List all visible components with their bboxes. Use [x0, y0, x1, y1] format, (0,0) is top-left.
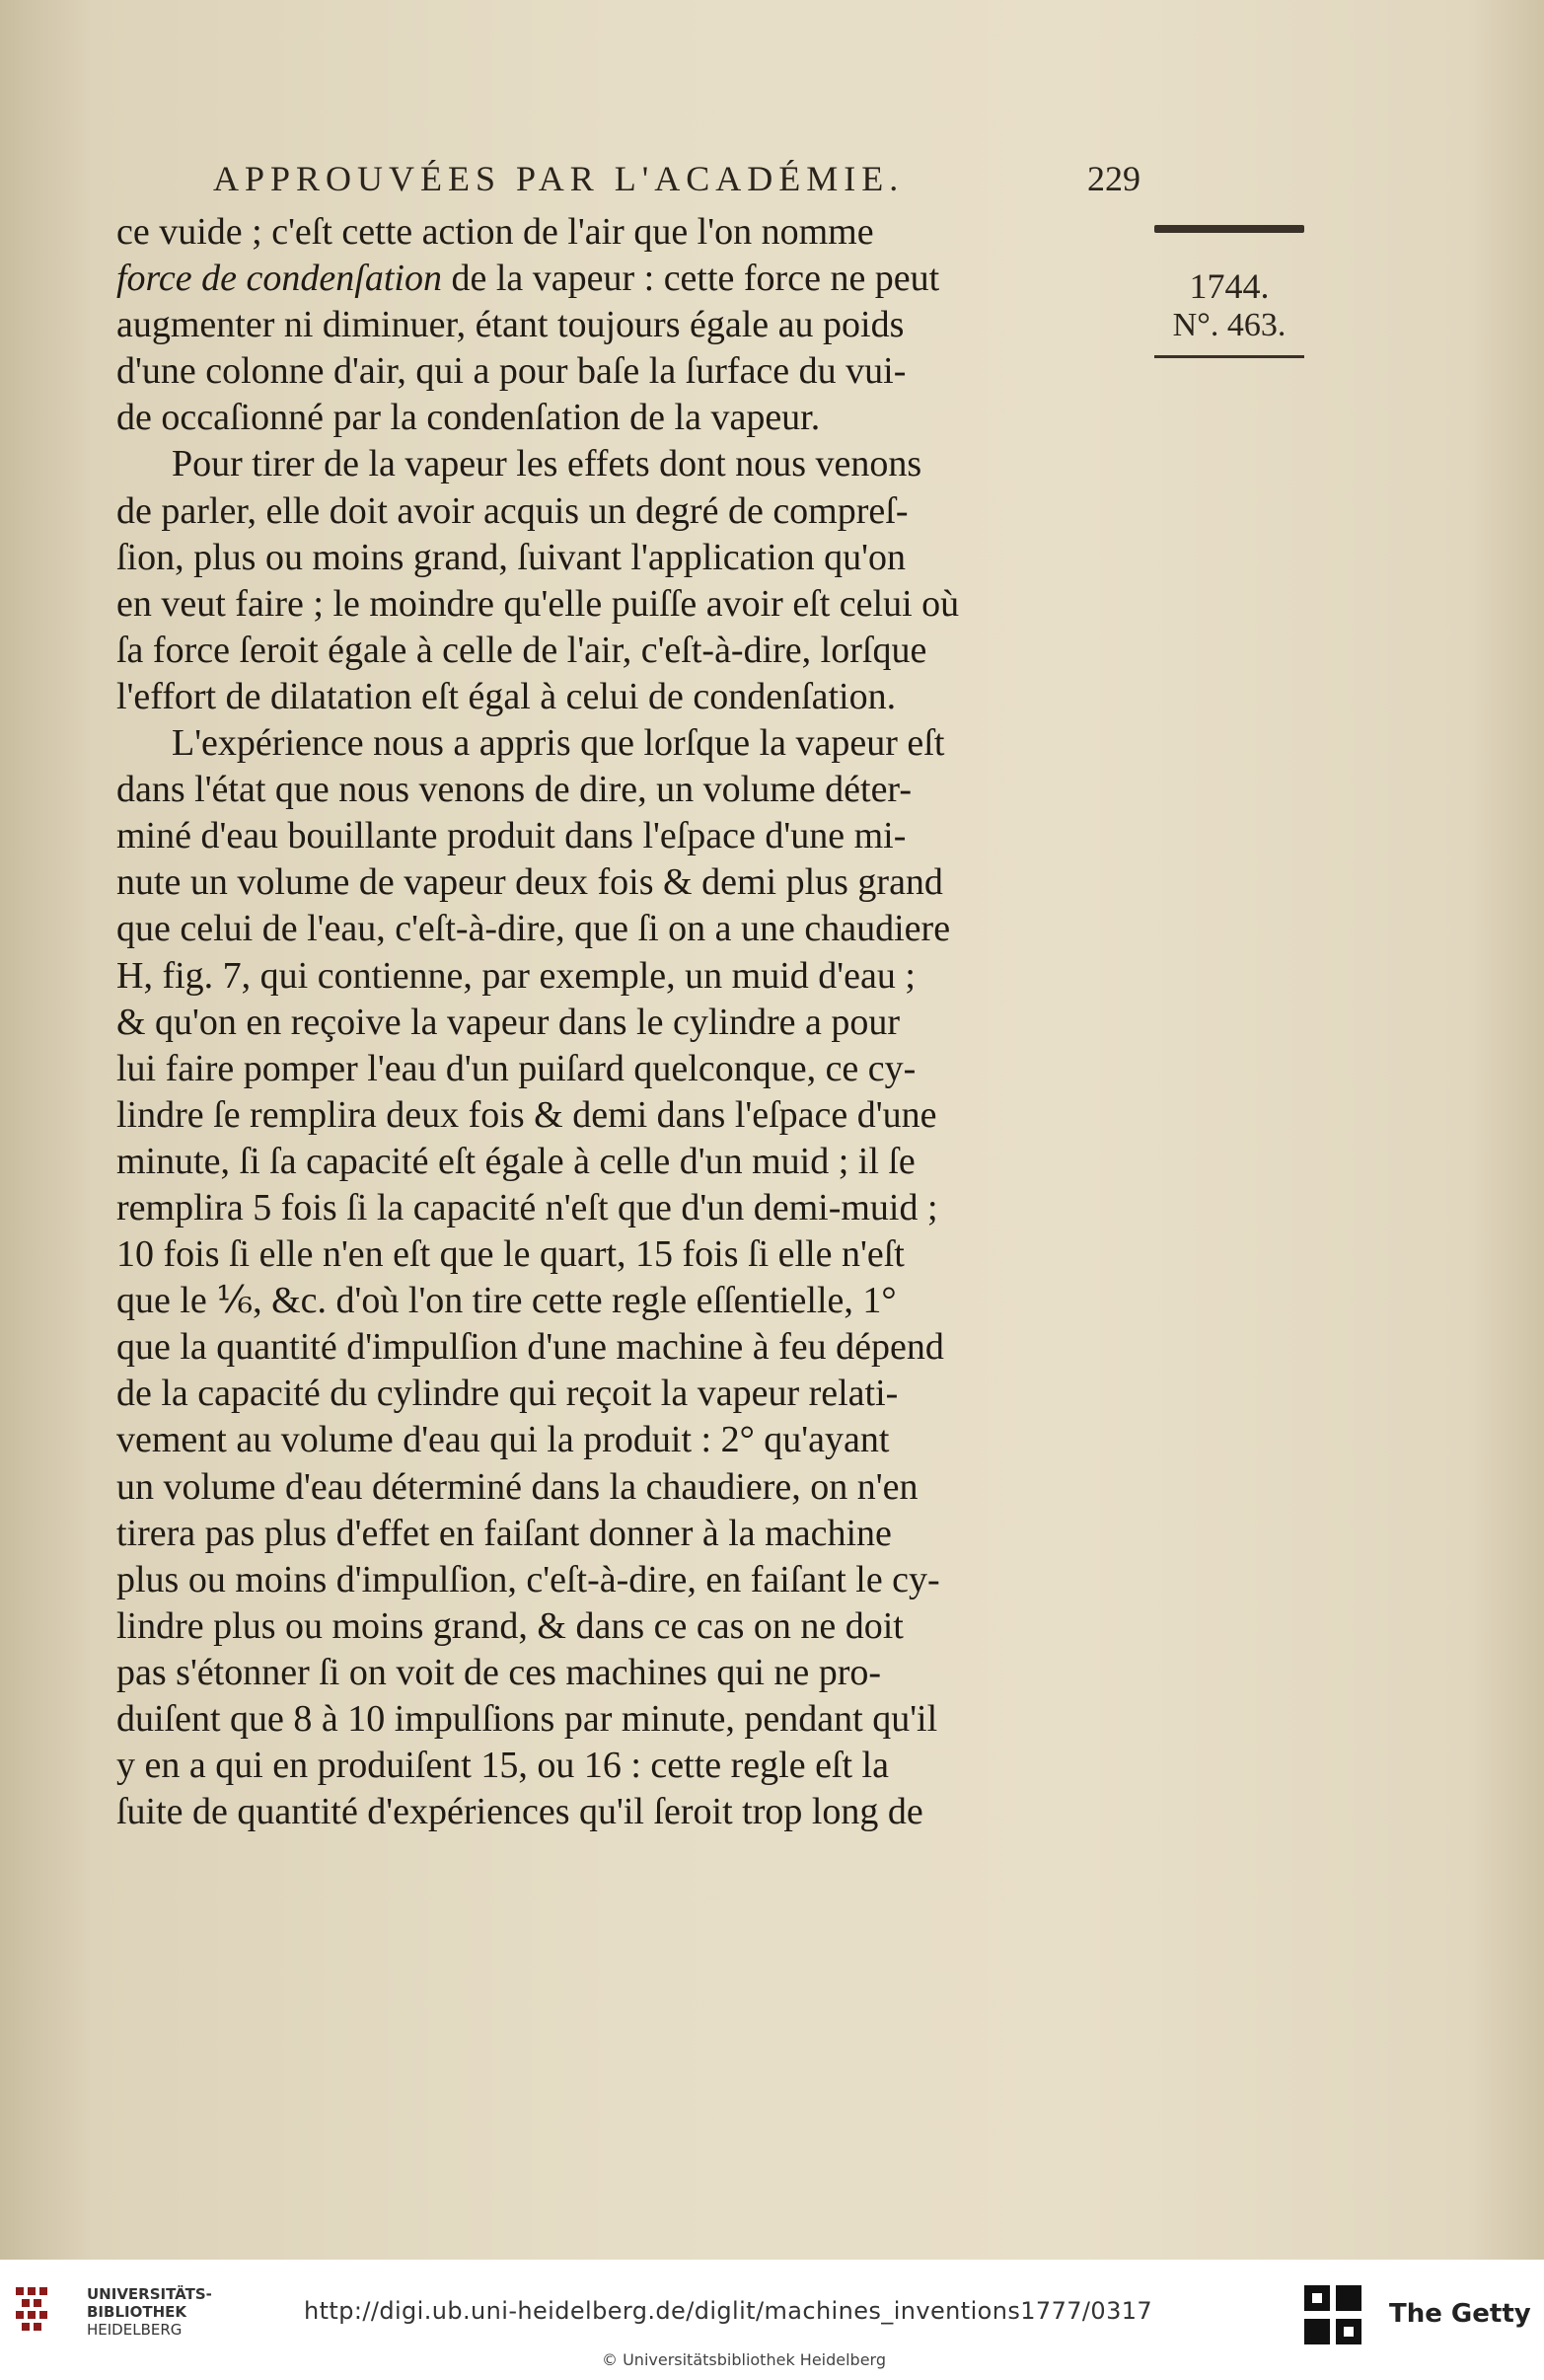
footer-bar [0, 2260, 1544, 2380]
text-line: tirera pas plus d'effet en faiſant donner à la machine [116, 1512, 892, 1554]
text-line: duiſent que 8 à 10 impulſions par minute, pendant qu'il [116, 1698, 938, 1740]
page-number: 229 [1087, 159, 1140, 198]
library-line: BIBLIOTHEK [87, 2303, 186, 2321]
library-line: UNIVERSITÄTS- [87, 2285, 212, 2303]
text-line: lui faire pomper l'eau d'un puiſard quelconque, ce cy- [116, 1047, 917, 1089]
text-line: y en a qui en produiſent 15, ou 16 : cette regle eſt la [116, 1745, 889, 1787]
margin-rule-bottom [1154, 355, 1304, 358]
text-line: miné d'eau bouillante produit dans l'eſpace d'une mi- [116, 815, 907, 857]
text-fragment: de la vapeur : cette force ne peut [441, 258, 940, 300]
library-line: HEIDELBERG [87, 2321, 183, 2339]
margin-number: N°. 463. [1172, 307, 1287, 343]
paragraph-1 [116, 209, 1144, 441]
text-line: d'une colonne d'air, qui a pour baſe la ſurface du vui- [116, 350, 907, 393]
text-line: augmenter ni diminuer, étant toujours égale au poids [116, 304, 905, 346]
body-text [116, 209, 1144, 1835]
text-line: plus ou moins d'impulſion, c'eſt-à-dire, en faiſant le cy- [116, 1558, 940, 1600]
text-line: lindre plus ou moins grand, & dans ce cas on ne doit [116, 1604, 904, 1647]
text-line: de occaſionné par la condenſation de la vapeur. [116, 397, 821, 439]
text-line: L'expérience nous a appris que lorſque la vapeur eſt [172, 722, 945, 765]
library-name [87, 2285, 212, 2339]
text-line: ſion, plus ou moins grand, ſuivant l'application qu'on [116, 536, 907, 578]
text-line: remplira 5 fois ſi la capacité n'eſt que d'un demi-muid ; [116, 1186, 938, 1228]
text-line: lindre ſe remplira deux fois & demi dans l'eſpace d'une [116, 1093, 937, 1136]
getty-name: The Getty [1389, 2299, 1531, 2329]
paragraph-2 [116, 441, 1144, 720]
text-line: en veut faire ; le moindre qu'elle puiſſe avoir eſt celui où [116, 582, 960, 625]
getty-logo-icon [1300, 2281, 1365, 2348]
text-line: que la quantité d'impulſion d'une machine à feu dépend [116, 1326, 944, 1369]
italic-term: force de condenſation [116, 258, 442, 300]
page-header [213, 158, 1140, 207]
copyright-notice: © Universitätsbibliothek Heidelberg [602, 2350, 887, 2369]
text-line: Pour tirer de la vapeur les effets dont nous venons [172, 443, 922, 485]
margin-note [1154, 225, 1304, 358]
text-line: de parler, elle doit avoir acquis un degré de compreſ- [116, 489, 909, 532]
text-line: pas s'étonner ſi on voit de ces machines qui ne pro- [116, 1651, 882, 1693]
text-line: que le ⅙, &c. d'où l'on tire cette regle eſſentielle, 1° [116, 1280, 897, 1322]
text-line: H, fig. 7, qui contienne, par exemple, un muid d'eau ; [116, 954, 916, 997]
margin-year: 1744. [1189, 266, 1270, 306]
ub-heidelberg-logo-icon [14, 2281, 73, 2341]
text-line [116, 256, 1144, 302]
text-line: nute un volume de vapeur deux fois & demi plus grand [116, 861, 943, 904]
paragraph-3 [116, 720, 1144, 1835]
text-line: de la capacité du cylindre qui reçoit la vapeur relati- [116, 1373, 899, 1415]
text-line: & qu'on en reçoive la vapeur dans le cylindre a pour [116, 1001, 900, 1043]
margin-rule-top [1154, 225, 1304, 233]
text-line: dans l'état que nous venons de dire, un volume déter- [116, 769, 912, 811]
text-line: vement au volume d'eau qui la produit : 2° qu'ayant [116, 1419, 890, 1461]
text-line: ſuite de quantité d'expériences qu'il ſeroit trop long de [116, 1791, 923, 1833]
text-line: un volume d'eau déterminé dans la chaudiere, on n'en [116, 1465, 919, 1508]
running-head: APPROUVÉES PAR L'ACADÉMIE. [213, 159, 905, 198]
text-line: minute, ſi ſa capacité eſt égale à celle d'un muid ; il ſe [116, 1140, 916, 1182]
text-line: 10 fois ſi elle n'en eſt que le quart, 15 fois ſi elle n'eſt [116, 1233, 905, 1276]
text-line: ſa force ſeroit égale à celle de l'air, c'eſt-à-dire, lorſque [116, 629, 927, 671]
permalink-url[interactable]: http://digi.ub.uni-heidelberg.de/diglit/machines_inventions1777/0317 [304, 2297, 1153, 2325]
text-line: l'effort de dilatation eſt égal à celui de condenſation. [116, 675, 897, 717]
text-line: ce vuide ; c'eſt cette action de l'air que l'on nomme [116, 211, 874, 253]
text-line: que celui de l'eau, c'eſt-à-dire, que ſi on a une chaudiere [116, 908, 951, 950]
